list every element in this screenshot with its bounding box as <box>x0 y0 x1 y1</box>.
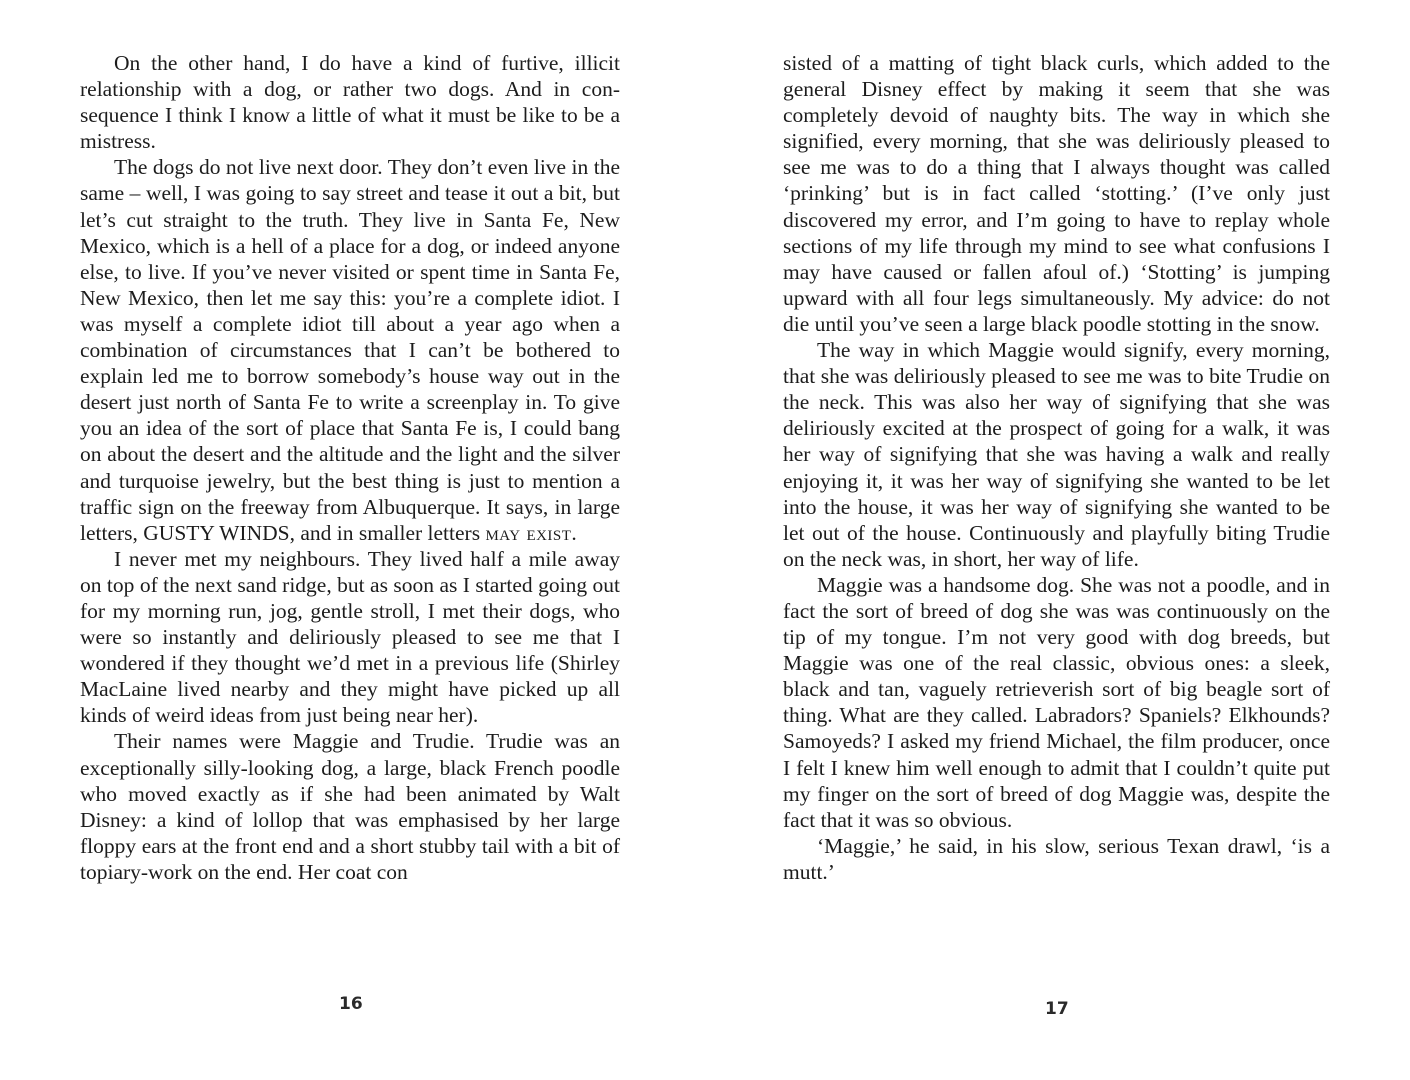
paragraph: The way in which Maggie would signify, every morning, that she was deliriously pleased to see me was to bite Trudie on the neck. This was also her way of signifying that she was deliriously excited at the prospect of going for a walk, it was her way of signifying that she was having a walk and really enjoying it, it was her way of signifying she wanted to be let into the house, it was her way of signifying she wanted to be let out of the house. Continuously and playfully biting Trudie on the neck was, in short, her way of life. <box>783 338 1330 571</box>
paragraph <box>80 154 620 545</box>
right-page-body <box>783 50 1330 885</box>
paragraph: ‘Maggie,’ he said, in his slow, serious Texan drawl, ‘is a mutt.’ <box>783 833 1330 884</box>
paragraph-continued: sisted of a matting of tight black curls, which added to the general Disney effect by making it seem that she was completely devoid of naughty bits. The way in which she signified, every morning, that she was deliriously pleased to see me was to do a thing that I always thought was called ‘prinking’ but is in fact called ‘stotting.’ (I’ve only just discovered my error, and I’m going to have to replay whole sections of my life through my mind to see what confusions I may have caused or fallen afoul of.) ‘Stotting’ is jumping upward with all four legs simultaneously. My advice: do not die until you’ve seen a large black poodle stotting in the snow. <box>783 51 1330 336</box>
paragraph: I never met my neighbours. They lived half a mile away on top of the next sand ridge, but as soon as I started going out for my morning run, jog, gentle stroll, I met their dogs, who were so instantly and deliriously pleased to see me that I wondered if they thought we’d met in a previous life (Shirley MacLaine lived nearby and they might have picked up all kinds of weird ideas from just being near her). <box>80 546 620 728</box>
left-page-body <box>80 50 620 885</box>
small-caps-text: may exist. <box>485 520 578 545</box>
right-page <box>705 0 1410 1080</box>
paragraph: Maggie was a handsome dog. She was not a poodle, and in fact the sort of breed of dog she was was continuously on the tip of my tongue. I’m not very good with dog breeds, but Maggie was one of the real classic, obvious ones: a sleek, black and tan, vaguely retrieverish sort of big beagle sort of thing. What are they called. Labradors? Spaniels? Elkhounds? Samoyeds? I asked my friend Michael, the film producer, once I felt I knew him well enough to admit that I couldn’t quite put my finger on the sort of breed of dog Maggie was, despite the fact that it was so obvious. <box>783 572 1330 832</box>
paragraph-text: The dogs do not live next door. They don’t even live in the same – well, I was going to say street and tease it out a bit, but let’s cut straight to the truth. They live in Santa Fe, New Mexico, which is a hell of a place for a dog, or indeed anyone else, to live. If you’ve never visited or spent time in Santa Fe, New Mexico, then let me say this: you’re a complete idiot. I was myself a complete idiot till about a year ago when a combination of circumstances that I can’t be bothered to explain led me to borrow somebody’s house way out in the desert just north of Santa Fe to write a screenplay in. To give you an idea of the sort of place that Santa Fe is, I could bang on about the desert and the altitude and the light and the silver and turquoise jewelry, but the best thing is just to mention a traffic sign on the freeway from Albuquerque. It says, in large letters, GUSTY WINDS, and in smaller letters <box>80 155 620 545</box>
page-number: 16 <box>339 994 363 1014</box>
page-number: 17 <box>1045 999 1069 1019</box>
paragraph: On the other hand, I do have a kind of furtive, illicit relationship with a dog, or rather two dogs. And in consequence I think I know a little of what it must be like to be a mistress. <box>80 51 620 154</box>
paragraph: Their names were Maggie and Trudie. Trudie was an exceptionally silly-looking dog, a large, black French poodle who moved exactly as if she had been animated by Walt Disney: a kind of lollop that was emphasised by her large floppy ears at the front end and a short stubby tail with a bit of topiary-work on the end. Her coat con <box>80 729 620 884</box>
